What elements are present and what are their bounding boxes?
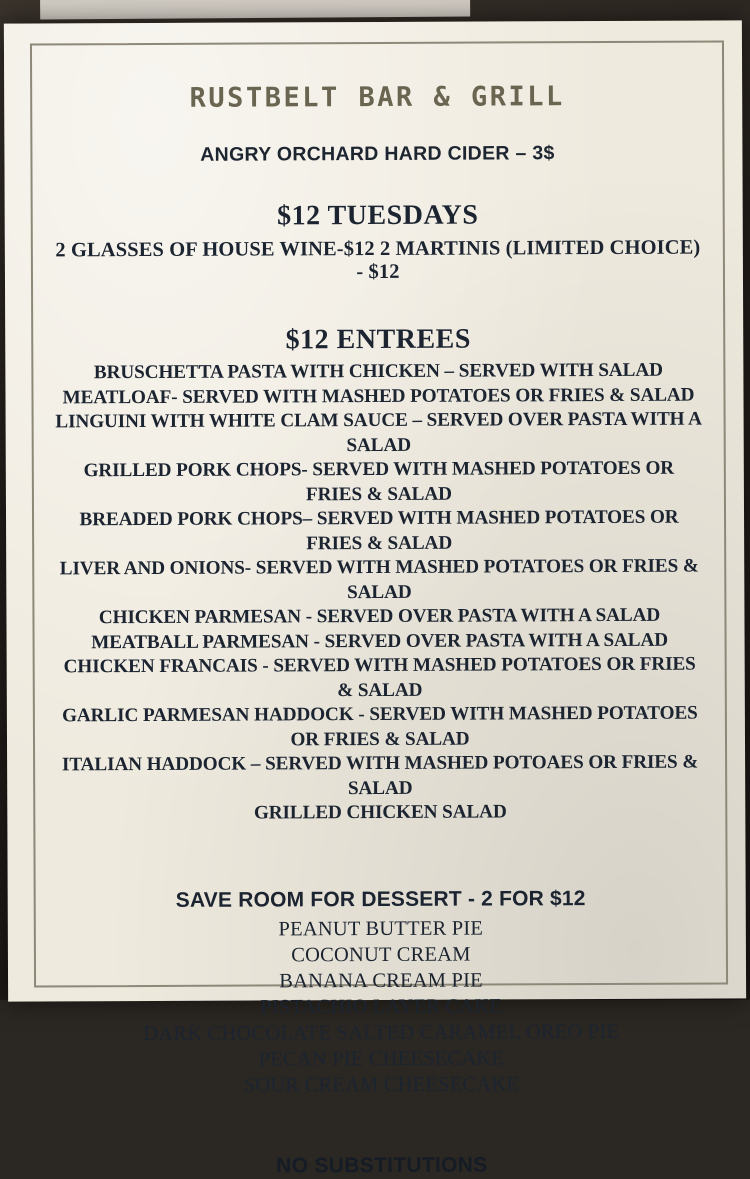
entree-item: LINGUINI WITH WHITE CLAM SAUCE – SERVED OVER PASTA WITH A SALAD [55,408,702,456]
entrees-heading: $12 ENTREES [285,323,471,356]
dessert-item: BANANA CREAM PIE [279,969,483,992]
entree-item: GARLIC PARMESAN HADDOCK - SERVED WITH MASHED POTATOES OR FRIES & SALAD [62,702,698,750]
entree-item: BRUSCHETTA PASTA WITH CHICKEN – SERVED WITH SALAD [93,359,663,384]
background-menu-sheet [40,0,470,20]
entrees-list [51,359,707,827]
dessert-item: SOUR CREAM CHEESECAKE [243,1072,520,1097]
no-substitutions-note: NO SUBSTITUTIONS [276,1153,488,1177]
dessert-item: PISTACHIO LAYER CAKE [260,994,503,1019]
menu-border-frame [30,40,728,1177]
cider-special: ANGRY ORCHARD HARD CIDER – 3$ [200,142,555,166]
menu-sheet [4,20,746,1177]
dessert-item: DARK CHOCOLATE SALTED CARAMEL OREO PIE [143,1020,620,1045]
dessert-item: PECAN PIE CHEESECAKE [258,1046,505,1071]
entree-item: LIVER AND ONIONS- SERVED WITH MASHED POTATOES OR FRIES & SALAD [59,555,699,603]
restaurant-title: RUSTBELT BAR & GRILL [189,81,565,114]
entree-item: CHICKEN PARMESAN - SERVED OVER PASTA WITH A SALAD [98,604,661,629]
entree-item: BREADED PORK CHOPS– SERVED WITH MASHED POTATOES OR FRIES & SALAD [79,506,679,554]
tuesdays-heading: $12 TUESDAYS [276,199,479,232]
entree-item: CHICKEN FRANCAIS - SERVED WITH MASHED POTATOES OR FRIES & SALAD [63,653,696,701]
desserts-heading: SAVE ROOM FOR DESSERT - 2 FOR $12 [175,886,586,912]
desserts-list [54,914,709,1099]
dessert-item: PEANUT BUTTER PIE [278,917,484,940]
entree-item: MEATLOAF- SERVED WITH MASHED POTATOES OR FRIES & SALAD [62,384,695,408]
tuesdays-drink-line: 2 GLASSES OF HOUSE WINE-$12 2 MARTINIS (LIMITED CHOICE) - $12 [55,236,701,284]
entree-item: MEATBALL PARMESAN - SERVED OVER PASTA WITH A SALAD [91,629,669,653]
entree-item: ITALIAN HADDOCK – SERVED WITH MASHED POTOAES OR FRIES & SALAD [61,751,699,799]
entree-item: GRILLED CHICKEN SALAD [253,801,507,824]
entree-item: GRILLED PORK CHOPS- SERVED WITH MASHED POTATOES OR FRIES & SALAD [83,457,675,505]
dessert-item: COCONUT CREAM [291,943,471,966]
